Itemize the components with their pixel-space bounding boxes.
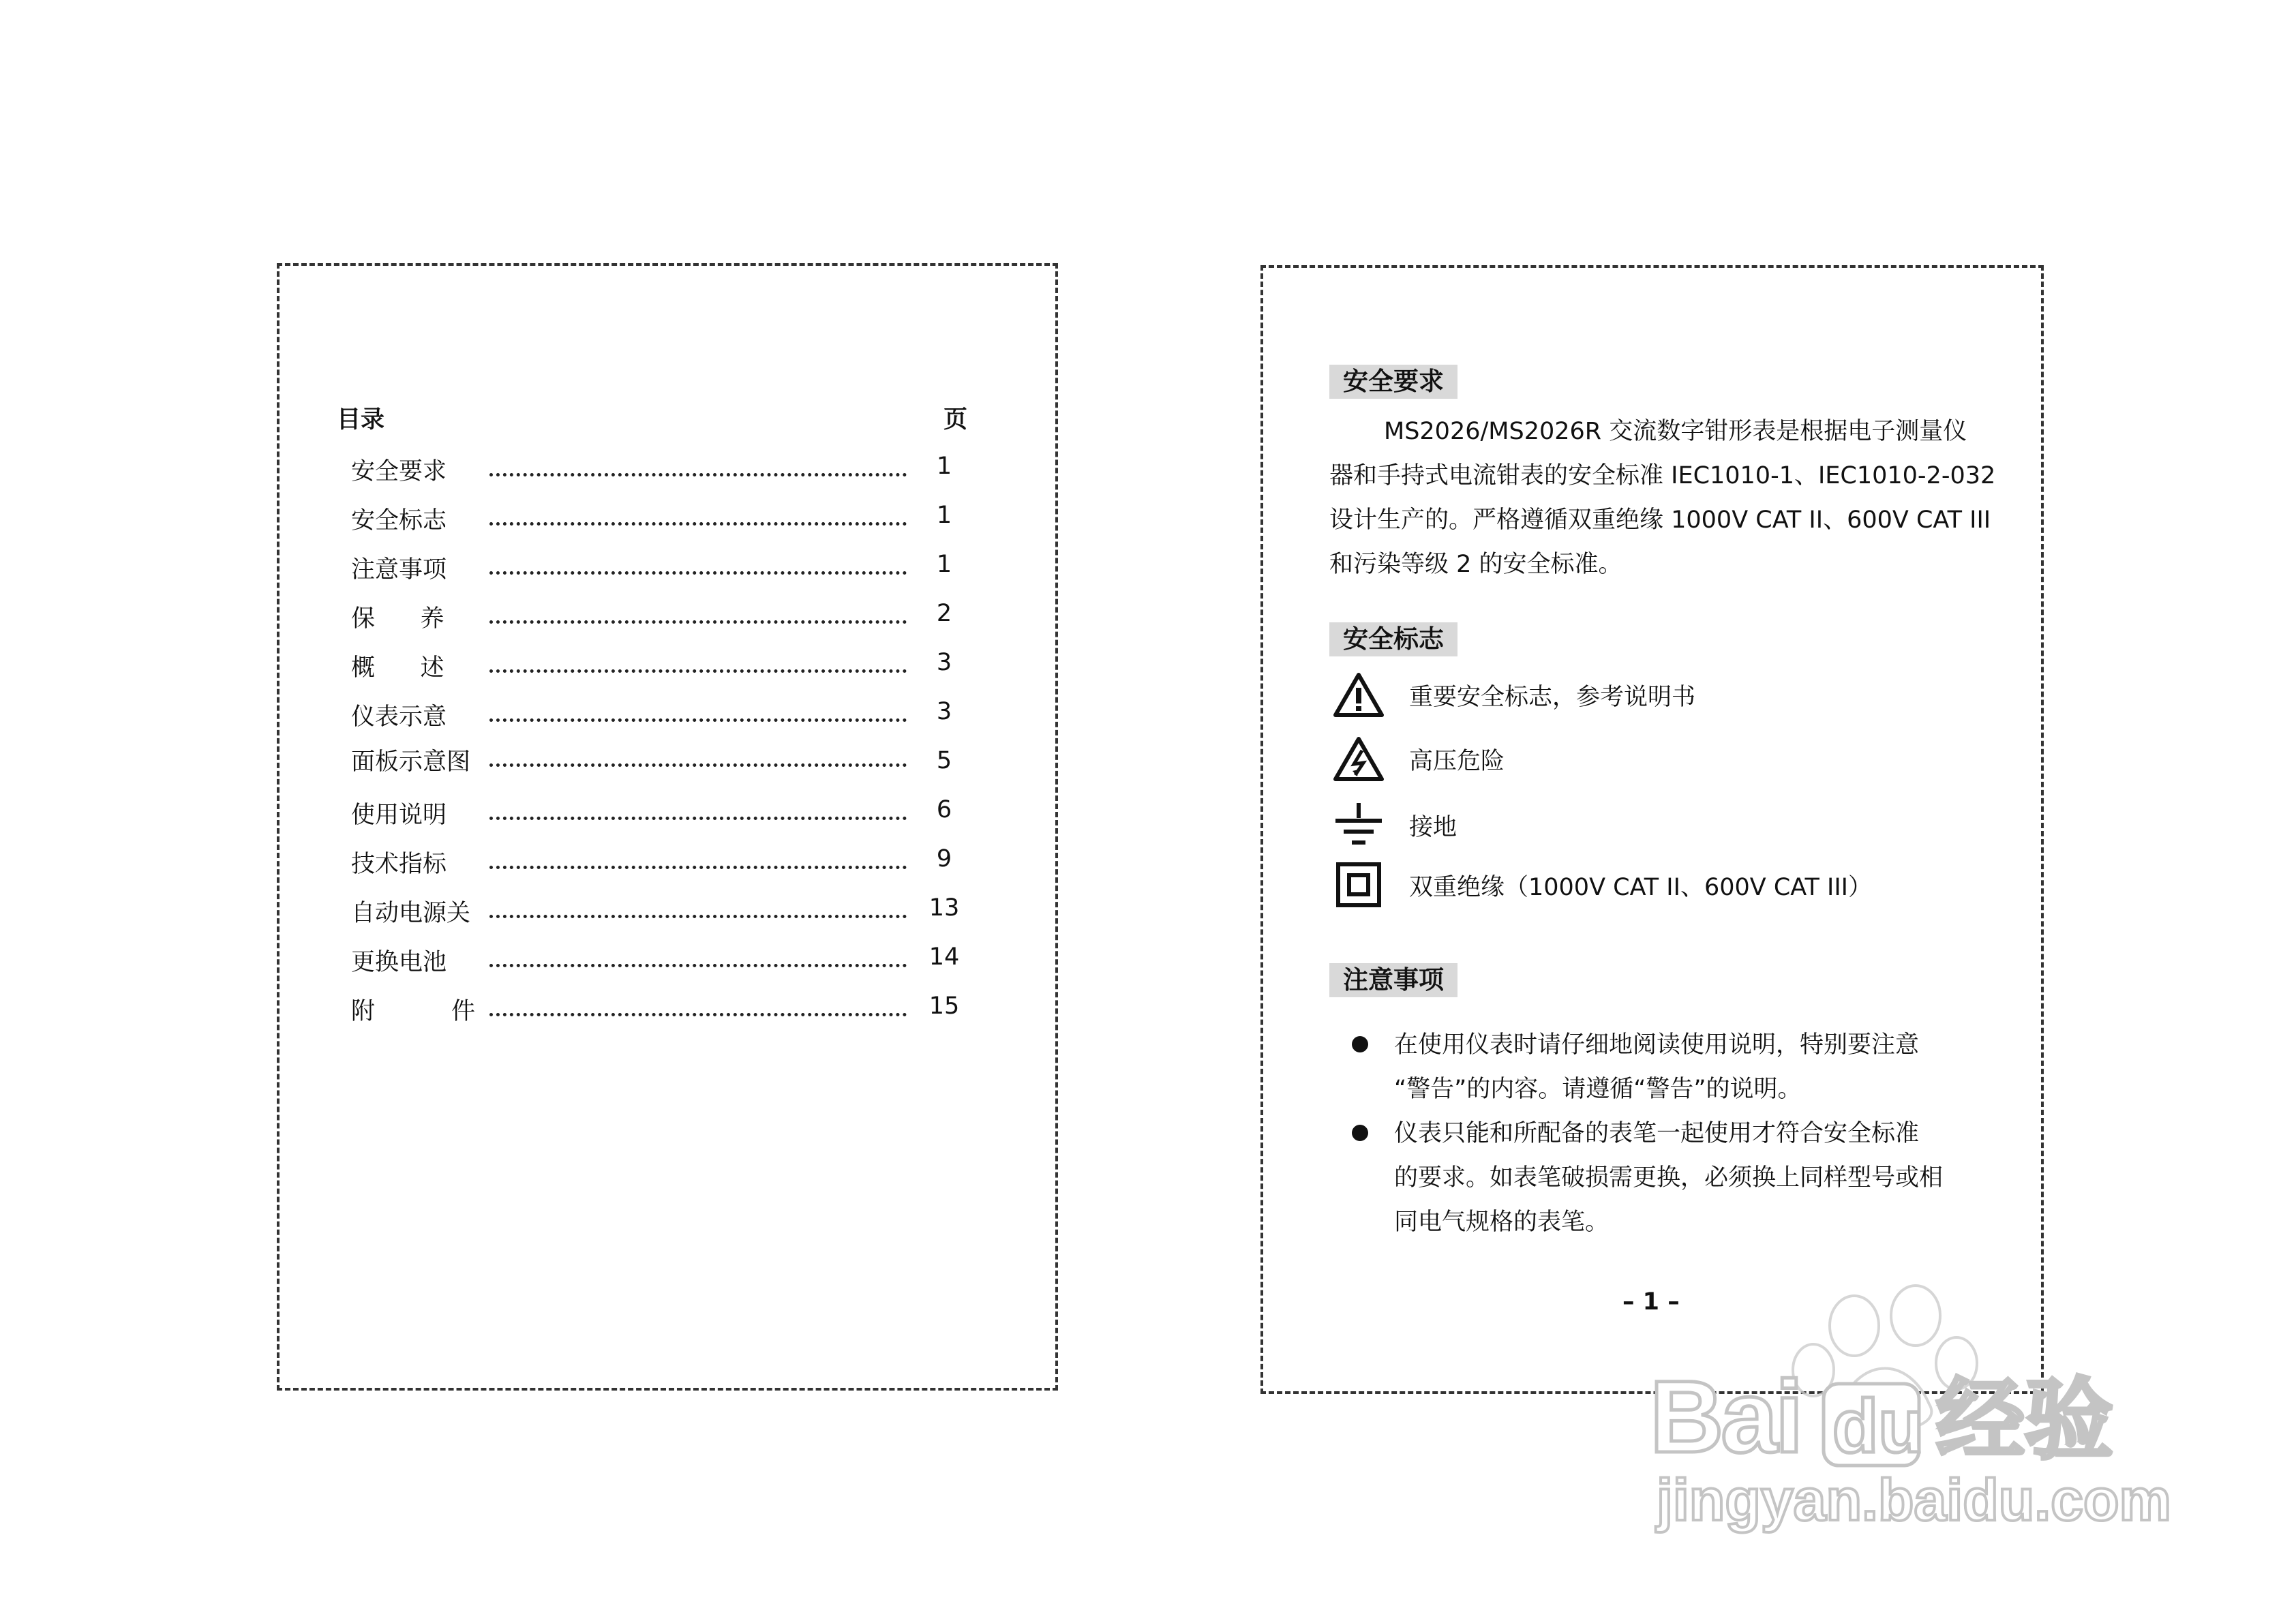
toc-entry-page: 3 — [936, 649, 952, 676]
toc-entry — [351, 943, 968, 976]
paragraph-line: 器和手持式电流钳表的安全标准 IEC1010-1、IEC1010-2-032 — [1329, 462, 1996, 489]
toc-entry-label: 面板示意图 — [351, 748, 471, 776]
svg-text:du: du — [1832, 1384, 1924, 1468]
bullet-text-line: “警告”的内容。请遵循“警告”的说明。 — [1394, 1076, 1802, 1103]
bullet-text-line: 同电气规格的表笔。 — [1394, 1209, 1610, 1236]
dot-leader — [489, 763, 907, 767]
toc-entry — [351, 796, 968, 829]
toc-entry — [351, 698, 968, 731]
section-heading-safety-requirements: 安全要求 — [1329, 365, 1457, 399]
toc-entry-page: 1 — [936, 453, 952, 480]
dot-leader — [489, 964, 907, 967]
toc-entry — [351, 649, 968, 682]
toc-entry-page: 6 — [936, 796, 952, 823]
toc-entry-page: 15 — [928, 992, 960, 1020]
toc-entry-label: 附件 — [351, 998, 552, 1025]
toc-entry — [351, 894, 968, 927]
bullet-point — [1352, 1125, 1368, 1141]
ground-icon — [1333, 802, 1385, 849]
toc-entry-label: 仪表示意 — [351, 703, 447, 731]
bullet-text-line: 的要求。如表笔破损需更换，必须换上同样型号或相 — [1394, 1164, 1944, 1192]
toc-entry — [351, 845, 968, 878]
symbol-description: 高压危险 — [1409, 748, 1505, 775]
svg-text:jingyan.baidu.com: jingyan.baidu.com — [1657, 1468, 2171, 1533]
dot-leader — [489, 571, 907, 575]
dot-leader — [489, 522, 907, 526]
toc-entry-label: 安全要求 — [351, 458, 447, 485]
bullet-text-line: 仪表只能和所配备的表笔一起使用才符合安全标准 — [1394, 1120, 1920, 1147]
toc-entry-page: 3 — [936, 698, 952, 725]
toc-page-column-header: 页 — [943, 406, 968, 434]
toc-entry — [351, 551, 968, 581]
toc-entry-label: 技术指标 — [351, 851, 447, 878]
toc-entry-page: 9 — [936, 845, 952, 873]
toc-entry-label: 概述 — [351, 654, 490, 682]
high-voltage-icon — [1333, 735, 1385, 783]
paragraph-line: 设计生产的。严格遵循双重绝缘 1000V CAT II、600V CAT III — [1329, 506, 1991, 534]
toc-entry — [351, 502, 968, 532]
paragraph-line: 和污染等级 2 的安全标准。 — [1329, 551, 1622, 578]
dot-leader — [489, 669, 907, 673]
warning-triangle-icon — [1333, 671, 1385, 719]
toc-title: 目录 — [337, 406, 385, 434]
toc-entry-label: 保养 — [351, 605, 490, 633]
toc-entry-page: 1 — [936, 502, 952, 529]
toc-entry-label: 注意事项 — [351, 556, 447, 583]
toc-entry-page: 14 — [928, 943, 960, 971]
toc-entry-label: 使用说明 — [351, 802, 447, 829]
toc-entry — [351, 992, 968, 1025]
svg-text:经验: 经验 — [1936, 1368, 2114, 1472]
dot-leader — [489, 620, 907, 624]
toc-entry-page: 2 — [936, 600, 952, 627]
double-insulation-icon — [1333, 862, 1385, 909]
dot-leader — [489, 915, 907, 918]
page-number: – 1 – — [1622, 1288, 1680, 1316]
section-heading-safety-symbols: 安全标志 — [1329, 622, 1457, 656]
symbol-description: 重要安全标志，参考说明书 — [1409, 684, 1696, 711]
bullet-point — [1352, 1036, 1368, 1052]
section-heading-precautions: 注意事项 — [1329, 963, 1457, 997]
symbol-description: 接地 — [1409, 814, 1457, 841]
dot-leader — [489, 473, 907, 476]
toc-entry — [351, 453, 968, 483]
toc-entry-label: 更换电池 — [351, 949, 447, 976]
dot-leader — [489, 866, 907, 869]
toc-entry-page: 1 — [936, 551, 952, 578]
toc-entry-page: 13 — [928, 894, 960, 922]
svg-text:Bai: Bai — [1650, 1359, 1801, 1474]
paragraph-line: MS2026/MS2026R 交流数字钳形表是根据电子测量仪 — [1384, 418, 1967, 445]
dot-leader — [489, 817, 907, 820]
toc-entry-label: 自动电源关 — [351, 900, 471, 927]
symbol-description: 双重绝缘（1000V CAT II、600V CAT III） — [1409, 874, 1872, 901]
dot-leader — [489, 1013, 907, 1016]
toc-entry-page: 5 — [936, 747, 952, 774]
dot-leader — [489, 718, 907, 722]
toc-entry — [351, 743, 968, 776]
toc-entry-label: 安全标志 — [351, 507, 447, 534]
baidu-watermark-logo — [1636, 1268, 2181, 1541]
toc-entry — [351, 600, 968, 633]
bullet-text-line: 在使用仪表时请仔细地阅读使用说明，特别要注意 — [1394, 1031, 1920, 1059]
